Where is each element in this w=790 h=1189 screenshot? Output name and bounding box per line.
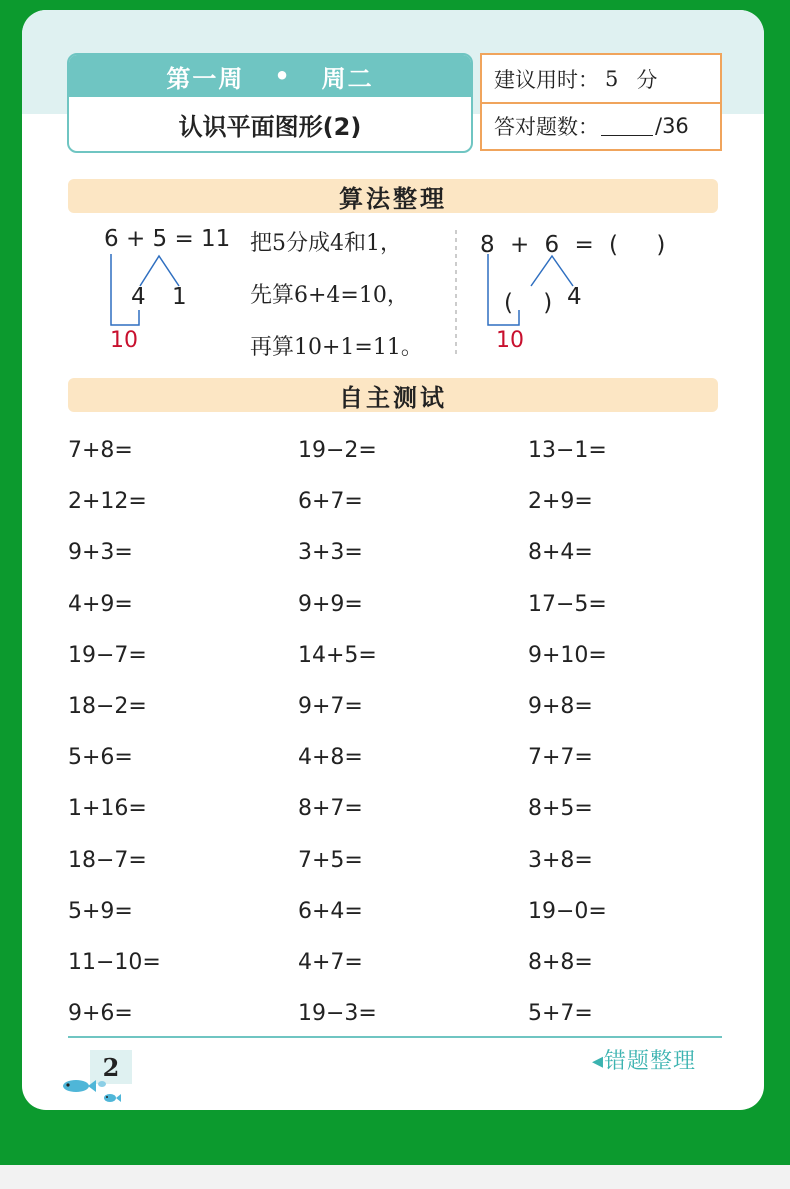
suggested-time-value: 5 <box>605 66 619 91</box>
section-algorithm-heading: 算法整理 <box>68 179 718 213</box>
drill-row <box>68 476 758 527</box>
drill-row <box>68 732 758 783</box>
drill-row <box>68 425 758 476</box>
drill-problem[interactable]: 9+10= <box>528 642 607 668</box>
drill-row <box>68 630 758 681</box>
drill-row <box>68 681 758 732</box>
drill-problem[interactable]: 9+7= <box>298 694 363 720</box>
drill-grid <box>68 425 758 1039</box>
drill-problem[interactable]: 9+3= <box>68 540 133 566</box>
suggested-time-row <box>482 55 720 102</box>
drill-row <box>68 527 758 578</box>
drill-problem[interactable]: 3+8= <box>528 847 593 873</box>
example2-split-blank[interactable]: ( ) <box>504 290 553 316</box>
footer-divider <box>68 1036 722 1038</box>
example1-equation: 6 + 5 = 11 <box>104 226 231 252</box>
example1-explain-line-3: 再算10+1=11。 <box>250 335 423 360</box>
correct-count-label: 答对题数： <box>494 114 599 139</box>
drill-problem[interactable]: 1+16= <box>68 796 147 822</box>
drill-problem[interactable]: 17−5= <box>528 591 607 617</box>
drill-row <box>68 937 758 988</box>
fish-icon <box>60 1076 130 1106</box>
example1-split-b: 1 <box>172 284 187 310</box>
example2-split-lines <box>531 256 573 286</box>
drill-row <box>68 988 758 1039</box>
example1-partial-sum: 10 <box>110 328 138 353</box>
errata-link[interactable]: ◂错题整理 <box>592 1049 697 1074</box>
week-label: 第一周 <box>166 64 245 93</box>
drill-row <box>68 579 758 630</box>
example1-explain-line-1: 把5分成4和1， <box>250 231 402 256</box>
drill-problem[interactable]: 4+8= <box>298 745 363 771</box>
suggested-time-unit: 分 <box>636 67 658 92</box>
drill-problem[interactable]: 7+5= <box>298 847 363 873</box>
lesson-title-box <box>67 53 473 153</box>
example2-partial-sum: 10 <box>496 328 524 353</box>
lesson-title: 认识平面图形(2) <box>178 112 362 141</box>
correct-count-blank[interactable] <box>601 115 653 136</box>
separator-dot: • <box>274 62 292 90</box>
correct-count-row <box>482 102 720 147</box>
drill-problem[interactable]: 13−1= <box>528 438 607 464</box>
drill-row <box>68 835 758 886</box>
drill-problem[interactable]: 9+8= <box>528 694 593 720</box>
drill-problem[interactable]: 3+3= <box>298 540 363 566</box>
drill-row <box>68 886 758 937</box>
page-number: 2 <box>90 1050 132 1084</box>
drill-problem[interactable]: 18−7= <box>68 847 147 873</box>
drill-problem[interactable]: 5+6= <box>68 745 133 771</box>
drill-problem[interactable]: 19−3= <box>298 1001 377 1027</box>
drill-problem[interactable]: 7+8= <box>68 438 133 464</box>
drill-problem[interactable]: 4+9= <box>68 591 133 617</box>
drill-row <box>68 783 758 834</box>
drill-problem[interactable]: 19−0= <box>528 898 607 924</box>
drill-problem[interactable]: 6+7= <box>298 489 363 515</box>
example1-split-a: 4 <box>131 284 146 310</box>
drill-problem[interactable]: 9+6= <box>68 1001 133 1027</box>
correct-count-total: /36 <box>655 113 689 138</box>
drill-problem[interactable]: 18−2= <box>68 694 147 720</box>
example1-explain-line-2: 先算6+4=10， <box>250 283 409 308</box>
worksheet-page <box>22 10 764 1110</box>
drill-problem[interactable]: 5+9= <box>68 898 133 924</box>
drill-problem[interactable]: 6+4= <box>298 898 363 924</box>
drill-problem[interactable]: 4+7= <box>298 949 363 975</box>
drill-problem[interactable]: 14+5= <box>298 642 377 668</box>
drill-problem[interactable]: 8+8= <box>528 949 593 975</box>
week-day-banner <box>69 55 471 97</box>
drill-problem[interactable]: 8+4= <box>528 540 593 566</box>
example2-split-b: 4 <box>567 284 582 310</box>
drill-problem[interactable]: 7+7= <box>528 745 593 771</box>
drill-problem[interactable]: 19−2= <box>298 438 377 464</box>
example2-equation: 8 + 6 = ( ) <box>480 232 666 258</box>
drill-problem[interactable]: 5+7= <box>528 1001 593 1027</box>
info-box <box>480 53 722 151</box>
drill-problem[interactable]: 8+5= <box>528 796 593 822</box>
section-self-test-heading: 自主测试 <box>68 378 718 412</box>
drill-problem[interactable]: 11−10= <box>68 949 161 975</box>
drill-problem[interactable]: 19−7= <box>68 642 147 668</box>
day-label: 周二 <box>321 64 374 93</box>
drill-problem[interactable]: 8+7= <box>298 796 363 822</box>
suggested-time-label: 建议用时： <box>494 67 599 92</box>
drill-problem[interactable]: 2+12= <box>68 489 147 515</box>
drill-problem[interactable]: 9+9= <box>298 591 363 617</box>
drill-problem[interactable]: 2+9= <box>528 489 593 515</box>
example1-split-lines <box>140 256 179 286</box>
